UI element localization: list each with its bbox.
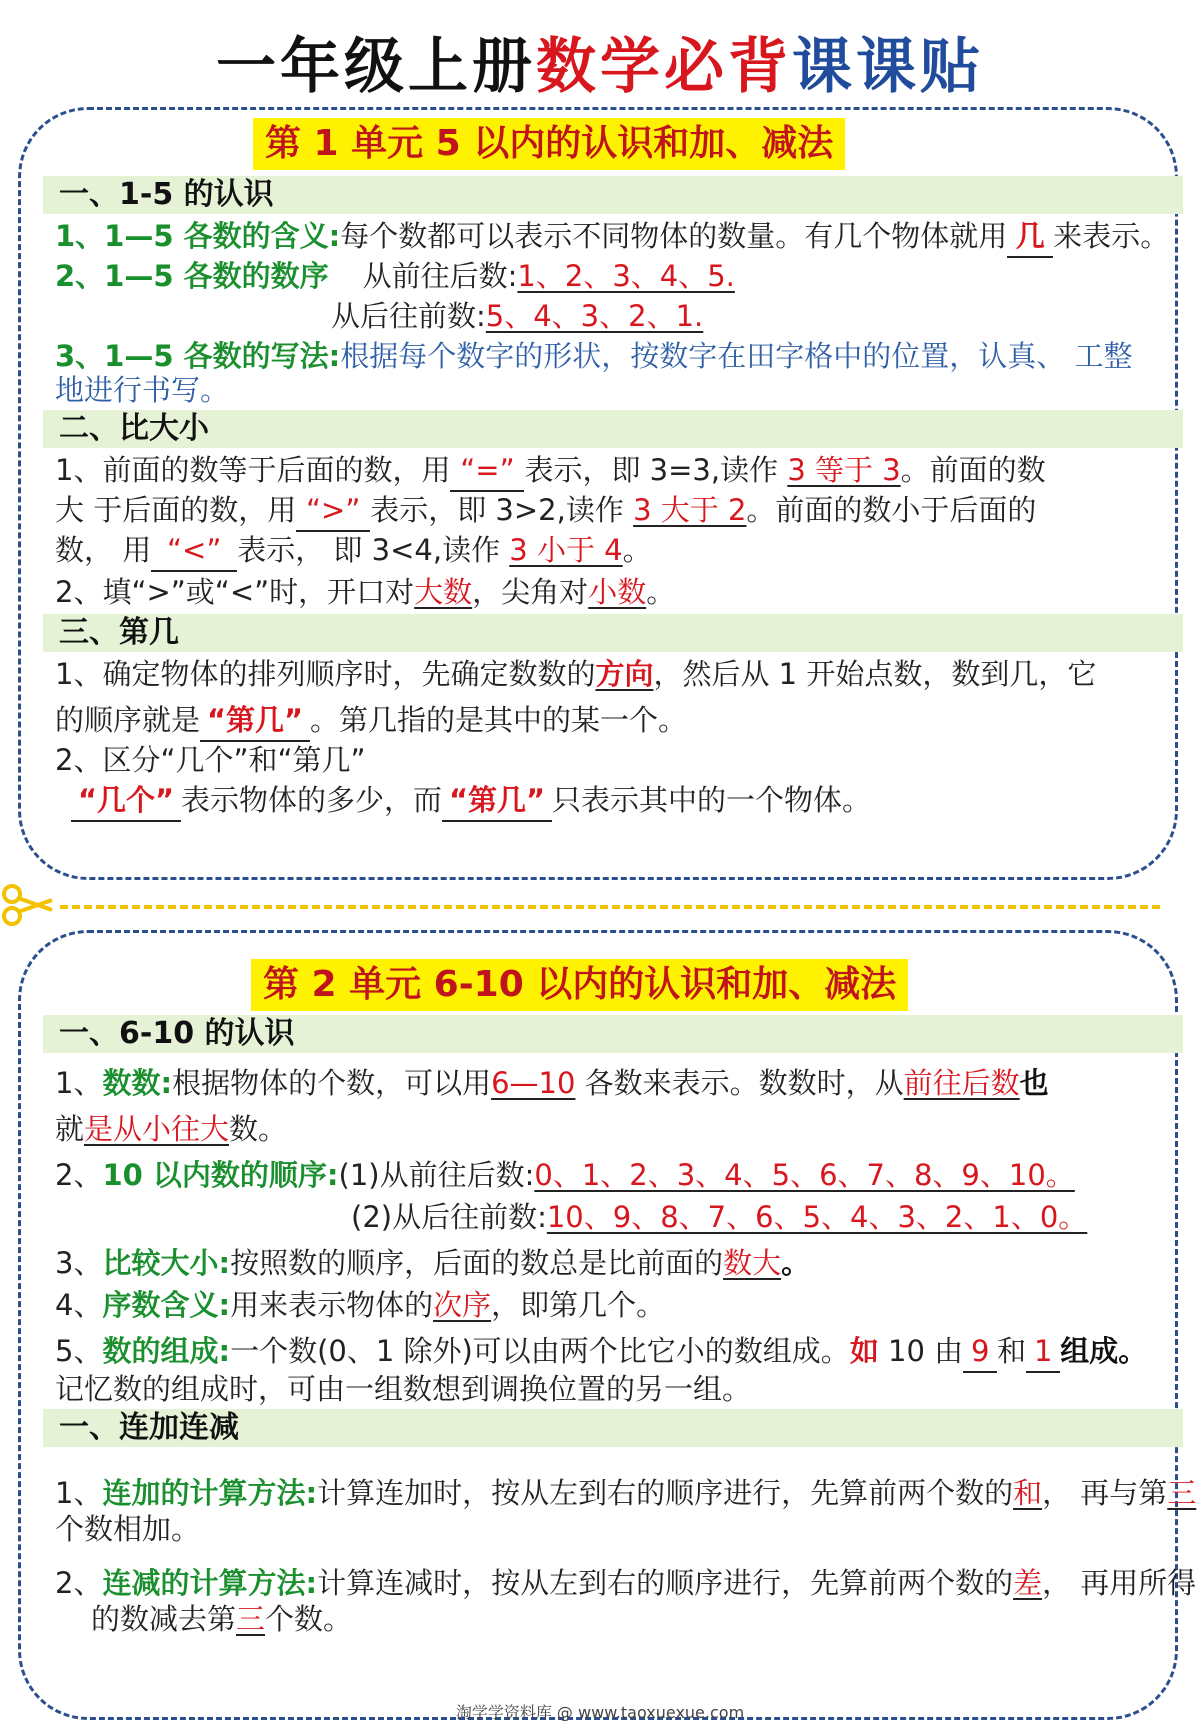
answer: 大数: [414, 575, 473, 609]
text: 大 于后面的数，用: [55, 493, 297, 527]
cut-line-divider: [60, 905, 1160, 909]
label: 连减的计算方法:: [102, 1566, 318, 1600]
answer: 3 等于 3: [787, 453, 901, 487]
answer: 数大: [723, 1246, 782, 1280]
label: 数的组成:: [102, 1334, 231, 1368]
unit2-line2: [55, 1109, 287, 1149]
unit1-line4b: [55, 370, 229, 410]
text: 。: [781, 1246, 811, 1280]
answer: 1、2、3、4、5.: [517, 259, 735, 293]
answer: 3 小于 4: [509, 533, 623, 567]
answer: 小数: [588, 575, 647, 609]
text: 1、: [55, 1476, 103, 1510]
text: 从前往后数:: [362, 259, 518, 293]
blank-answer: “>”: [296, 490, 370, 532]
text: 如: [849, 1334, 879, 1368]
text: 根据每个数字的形状，按数字在田字格中的位置，认真、 工整: [340, 339, 1133, 373]
unit1-line10: [55, 700, 687, 742]
text: 也: [1019, 1066, 1049, 1100]
text: 2、填“>”或“<”时，开口对: [55, 575, 415, 609]
unit2-line12: [91, 1599, 352, 1639]
answer: 5、4、3、2、1.: [485, 299, 704, 333]
title-part3: 课课贴: [792, 32, 984, 102]
footer-watermark: 淘学学资料库 @ www.taoxuexue.com: [455, 1703, 745, 1722]
blank-answer: 9: [963, 1331, 997, 1373]
text: 表示， 即 3<4,读作: [237, 533, 501, 567]
answer: 10、9、8、7、6、5、4、3、2、1、0。: [546, 1200, 1088, 1234]
unit2-card: [18, 930, 1197, 1720]
text: ，即第几个。: [491, 1288, 666, 1322]
unit2-line1: [55, 1063, 1049, 1103]
text: 1、前面的数等于后面的数，用: [55, 453, 451, 487]
unit2-title: 第 2 单元 6-10 以内的认识和加、减法: [251, 959, 908, 1011]
unit2-line6: [55, 1285, 665, 1325]
unit2-section2-heading: 一、连加连减: [43, 1409, 1183, 1447]
unit1-line12: [71, 780, 871, 822]
text: 组成。: [1060, 1334, 1148, 1368]
unit1-line2: [55, 256, 735, 296]
title-part2: 数学必背: [536, 32, 792, 102]
text: 2、区分“几个”和“第几”: [55, 743, 366, 777]
label: 数数:: [102, 1066, 173, 1100]
text: 来表示。: [1053, 219, 1170, 253]
text: 。: [622, 533, 652, 567]
unit1-section3-heading: 三、第几: [43, 614, 1183, 652]
text: 。前面的数小于后面的: [746, 493, 1037, 527]
blank-answer: “<”: [151, 530, 237, 572]
text: 每个数都可以表示不同物体的数量。有几个物体就用: [340, 219, 1008, 253]
answer: 差: [1013, 1566, 1043, 1600]
unit2-line7: [55, 1331, 1147, 1373]
answer: 三: [1167, 1476, 1197, 1510]
text: 表示，即 3>2,读作: [370, 493, 624, 527]
unit2-line8: [55, 1369, 751, 1409]
unit2-line5: [55, 1243, 810, 1283]
answer: 前往后数: [903, 1066, 1020, 1100]
text: 。: [646, 575, 676, 609]
text: 10 由: [878, 1334, 964, 1368]
label: 序数含义:: [102, 1288, 231, 1322]
text: 地进行书写。: [55, 373, 230, 407]
text: 按照数的顺序，后面的数总是比前面的: [230, 1246, 724, 1280]
unit1-line7: [55, 530, 652, 572]
answer: 6—10: [491, 1066, 576, 1100]
blank-answer: 几: [1007, 216, 1053, 258]
unit2-line10: [55, 1509, 200, 1549]
answer: 3 大于 2: [633, 493, 747, 527]
answer: 方向: [595, 657, 654, 691]
scissors-icon: [0, 880, 56, 930]
text: 数。: [229, 1112, 288, 1146]
blank-answer: “第几”: [442, 780, 552, 822]
text: 记忆数的组成时，可由一组数想到调换位置的另一组。: [55, 1372, 752, 1406]
text: 4、: [55, 1288, 103, 1322]
title-part1: 一年级上册: [216, 32, 536, 102]
page-title: [0, 22, 1200, 112]
unit1-line6: [55, 490, 1036, 532]
text: ， 再与第: [1042, 1476, 1168, 1510]
unit2-line4: [351, 1197, 1087, 1237]
text: 个数。: [265, 1602, 353, 1636]
answer: 次序: [433, 1288, 492, 1322]
text: (2)从后往前数:: [351, 1200, 547, 1234]
text: 从后往前数:: [331, 299, 486, 333]
unit1-section2-heading: 二、比大小: [43, 410, 1183, 448]
text: 表示，即 3=3,读作: [524, 453, 779, 487]
unit1-title: 第 1 单元 5 以内的认识和加、减法: [253, 118, 845, 170]
text: 和: [997, 1334, 1027, 1368]
text: 各数来表示。数数时，从: [575, 1066, 904, 1100]
text: 计算连减时，按从左到右的顺序进行，先算前两个数的: [317, 1566, 1014, 1600]
text: 的顺序就是: [55, 703, 201, 737]
unit1-line8: [55, 572, 675, 612]
unit1-line3: [331, 296, 703, 336]
text: 就: [55, 1112, 85, 1146]
text: 5、: [55, 1334, 103, 1368]
unit1-section1-heading: 一、1-5 的认识: [43, 176, 1183, 214]
blank-answer: “第几”: [200, 700, 310, 742]
label: 1、1—5 各数的含义:: [55, 219, 341, 253]
label: 2、1—5 各数的数序: [55, 259, 329, 293]
text: 3、: [55, 1246, 103, 1280]
text: (1)从前往后数:: [338, 1158, 535, 1192]
label: 连加的计算方法:: [102, 1476, 318, 1510]
text: 1、确定物体的排列顺序时，先确定数数的: [55, 657, 596, 691]
unit1-line1: [55, 216, 1169, 258]
answer: 三: [236, 1602, 266, 1636]
text: 个数相加。: [55, 1512, 201, 1546]
unit2-line9: [55, 1473, 1196, 1513]
unit2-section1-heading: 一、6-10 的认识: [43, 1015, 1183, 1053]
blank-answer: “几个”: [71, 780, 181, 822]
text: 数， 用: [55, 533, 152, 567]
unit1-line9: [55, 654, 1096, 694]
text: 的数减去第: [91, 1602, 237, 1636]
unit2-line3: [55, 1155, 1075, 1195]
answer: 是从小往大: [84, 1112, 230, 1146]
text: 一个数(0、1 除外)可以由两个比它小的数组成。: [230, 1334, 850, 1368]
answer: 0、1、2、3、4、5、6、7、8、9、10。: [534, 1158, 1075, 1192]
unit1-card: [18, 107, 1178, 880]
unit1-line11: [55, 740, 366, 780]
answer: 和: [1013, 1476, 1043, 1510]
label: 比较大小:: [102, 1246, 231, 1280]
unit2-line11: [55, 1563, 1196, 1603]
text: 2、: [55, 1566, 103, 1600]
text: 用来表示物体的: [230, 1288, 434, 1322]
label: 10 以内数的顺序:: [102, 1158, 339, 1192]
text: 。第几指的是其中的某一个。: [310, 703, 688, 737]
text: 只表示其中的一个物体。: [552, 783, 872, 817]
unit1-line5: [55, 450, 1046, 492]
blank-answer: “=”: [450, 450, 524, 492]
text: 1、: [55, 1066, 103, 1100]
label: 3、1—5 各数的写法:: [55, 339, 341, 373]
blank-answer: 1: [1026, 1331, 1060, 1373]
text: ，尖角对: [472, 575, 589, 609]
text: ，然后从 1 开始点数，数到几，它: [653, 657, 1097, 691]
text: 2、: [55, 1158, 103, 1192]
text: 。前面的数: [900, 453, 1046, 487]
text: 根据物体的个数，可以用: [172, 1066, 492, 1100]
text: 表示物体的多少，而: [181, 783, 443, 817]
text: 计算连加时，按从左到右的顺序进行，先算前两个数的: [317, 1476, 1014, 1510]
text: ， 再用所得: [1042, 1566, 1197, 1600]
